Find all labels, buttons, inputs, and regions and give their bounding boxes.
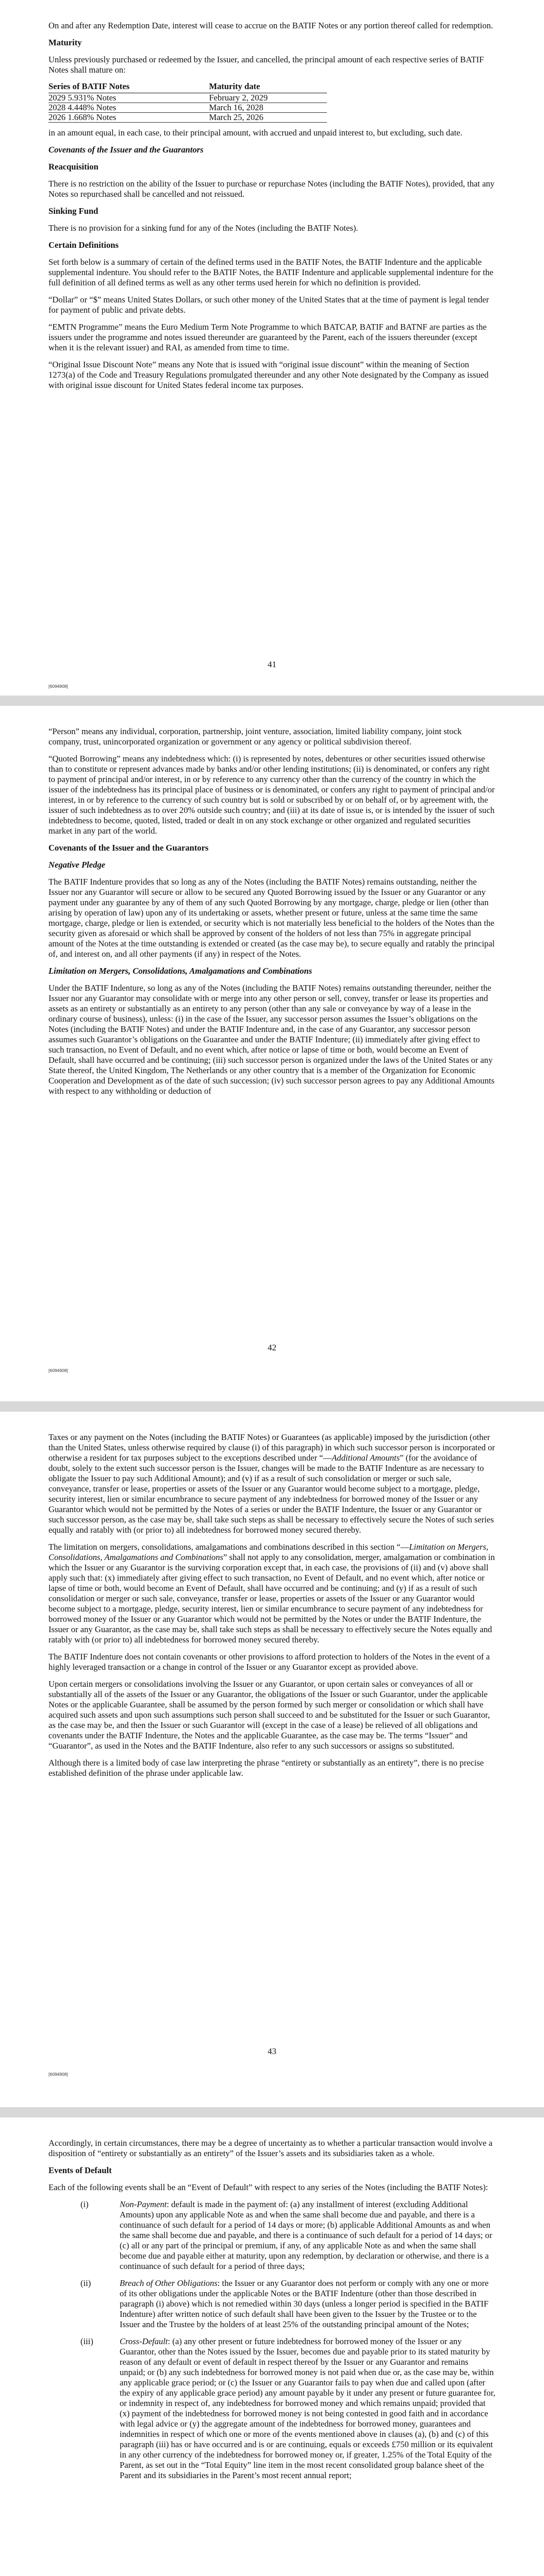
- definition-person: “Person” means any individual, corporation, partnership, joint venture, association, limited liability company, joint stock company, trust, unincorporated organization or government or any agency or political subdivision thereof.: [48, 726, 462, 747]
- table-cell: 2029 5.931% Notes: [48, 93, 209, 103]
- paragraph: There is no provision for a sinking fund for any of the Notes (including the BATIF Notes).: [48, 223, 358, 233]
- item-text: : default is made in the payment of: (a) any installment of interest (excluding Additional Amounts) upon any applicable Note as and when the same shall become due and payable, and there is a continuance of such default for a period of 14 days or more; (b) applicable Additional Amounts as and when the same shall become due and payable, and there is a continuance of such default for a period of 14 days; or (c) all or any part of the principal or premium, if any, of any applicable Note as and when the same shall become due and payable either at maturity, upon any redemption, by declaration or otherwise, and there is a continuance of such default for a period of three days;: [120, 2199, 492, 2271]
- paragraph: Accordingly, in certain circumstances, there may be a degree of uncertainty as to whether a particular transaction would involve a disposition of “entirety or substantially as an entirety” of the Issuer’s assets and its subsidiaries taken as a whole.: [48, 2138, 492, 2158]
- text-run: ” shall not apply to any consolidation, merger, amalgamation or combination in which the Issuer or any Guarantor is the surviving corporation except that, in each case, the provisions of (ii) and (v) above shall apply such that: (x) immediately after giving effect to such transaction, no Event of Default, and no event which, after notice or lapse of time or both, would become an Event of Default, shall have occurred and be continuing; and (y) if as a result of such consolidation or merger or such sale, conveyance, transfer or lease, properties or assets of the Issuer or any Guarantor would become subject to a mortgage, pledge, security interest, lien or similar encumbrance to secure payment of any indebtedness for borrowed money of the Issuer or any Guarantor which would not be permitted by the Notes or under the BATIF Indenture, the Issuer or any Guarantor, as the case may be, shall take such steps as shall be necessary to effectively secure the Notes equally and ratably with (or prior to) all indebtedness for borrowed money secured thereby.: [48, 1552, 495, 1645]
- item-number: (iii): [80, 2336, 93, 2346]
- paragraph: On and after any Redemption Date, interest will cease to accrue on the BATIF Notes or any portion thereof called for redemption.: [48, 21, 493, 30]
- table-row: [48, 103, 327, 113]
- table-cell: March 25, 2026: [209, 113, 327, 123]
- table-header-row: [48, 82, 327, 93]
- item-title: Breach of Other Obligations: [120, 2278, 218, 2288]
- text-run-italic: Limitation on Mergers, Consolidations, Amalgamations and Combinations: [48, 1542, 489, 1562]
- paragraph: The BATIF Indenture does not contain covenants or other provisions to afford protection to holders of the Notes in the event of a highly leveraged transaction or a change in control of the Issuer or any Guarantor except as provided above.: [48, 1652, 490, 1672]
- maturity-table: [48, 82, 327, 123]
- document-code: [6094908]: [48, 1368, 68, 1373]
- page-number: 42: [268, 1343, 276, 1352]
- item-number: (i): [80, 2199, 89, 2209]
- table-row: [48, 113, 327, 123]
- section-heading-negative-pledge: Negative Pledge: [48, 860, 106, 870]
- definition-emtn-programme: “EMTN Programme” means the Euro Medium Term Note Programme to which BATCAP, BATIF and BATNF are parties as the issuers under the programme and notes issued thereunder are guaranteed by the Parent, each of the issuers thereunder (except when it is the relevant issuer) and RAI, as amended from time to time.: [48, 322, 487, 352]
- section-heading-covenants: Covenants of the Issuer and the Guarantors: [48, 145, 204, 155]
- item-title: Cross-Default: [120, 2336, 168, 2346]
- paragraph: [48, 1542, 496, 1645]
- section-heading-definitions: Certain Definitions: [48, 240, 119, 250]
- definition-quoted-borrowing: “Quoted Borrowing” means any indebtedness which: (i) is represented by notes, debentures or other securities issued otherwise than to constitute or represent advances made by banks and/or other lending institutions; (ii) is denominated, or confers any right to payment of principal and/or interest, in or by reference to any currency other than the currency of the country in which the issuer of the indebtedness has its principal place of business or is denominated, or confers any right to payment of principal and/or interest, in or by reference to the currency of such country but is sold or subscribed by or on behalf of, or by agreement with, the issuer of such indebtedness as to over 20% outside such country; and (iii) at its date of issue is, or is intended by the issuer of such indebtedness to become, quoted, listed, traded or dealt in on any stock exchange or other organized and regulated securities market in any part of the world.: [48, 754, 495, 836]
- section-heading-sinking-fund: Sinking Fund: [48, 206, 98, 216]
- item-body: [118, 2278, 496, 2330]
- document-page-43: [0, 1412, 544, 2107]
- document-code: [6094908]: [48, 2072, 68, 2077]
- table-cell: 2028 4.448% Notes: [48, 103, 209, 113]
- definition-dollar: “Dollar” or “$” means United States Dollars, or such other money of the United States that at the time of payment is legal tender for payment of public and private debts.: [48, 295, 489, 315]
- item-number: (ii): [80, 2278, 91, 2288]
- table-cell: 2026 1.668% Notes: [48, 113, 209, 123]
- document-code: [6094908]: [48, 684, 68, 689]
- text-run-italic: Additional Amounts: [332, 1453, 400, 1463]
- section-heading-maturity: Maturity: [48, 38, 82, 47]
- item-text: : the Issuer or any Guarantor does not perform or comply with any one or more of its other obligations under the applicable Notes or the BATIF Indenture (other than those described in paragraph (i) above) which is not remedied within 30 days (unless a longer period is specified in the BATIF Indenture) after written notice of such default shall have been given to the Issuer by the Trustee or to the Issuer and the Trustee by the holders of at least 25% of the outstanding principal amount of the Notes;: [120, 2278, 489, 2329]
- paragraph: in an amount equal, in each case, to their principal amount, with accrued and unpaid interest to, but excluding, such date.: [48, 128, 463, 138]
- text-run: Taxes or any payment on the Notes (including the BATIF Notes) or Guarantees (as applicable) imposed by the jurisdiction (other than the United States, unless otherwise required by clause (i) of this paragraph) in which such successor person is incorporated or otherwise a resident for tax purposes subject to the exceptions described under “—: [48, 1432, 495, 1463]
- document-page-41: [0, 0, 544, 696]
- document-page-44: [0, 2117, 544, 2576]
- text-run: ” (for the avoidance of doubt, solely to the extent such successor person is the Issuer, changes will be made to the BATIF Indenture as are necessary to obligate the Issuer to pay such Additional Amount); and (v) if as a result of such consolidation or merger or such sale, conveyance, transfer or lease, properties or assets of the Issuer or any Guarantor would become subject to a mortgage, pledge, security interest, lien or similar encumbrance to secure payment of any indebtedness for borrowed money of the Issuer or any Guarantor which would not be permitted by the Notes of a series or under the BATIF Indenture, the Issuer or any Guarantor or such successor person, as the case may be, shall take such steps as shall be necessary to effectively secure the Notes of such series equally and ratably with (or prior to) all indebtedness for borrowed money secured thereby.: [48, 1453, 494, 1535]
- page-number: 43: [268, 2046, 276, 2056]
- definition-original-issue-discount-note: “Original Issue Discount Note” means any Note that is issued with “original issue discount” within the meaning of Section 1273(a) of the Code and Treasury Regulations promulgated thereunder and any other Note designated by the Company as issued with original issue discount for United States federal income tax purposes.: [48, 360, 489, 390]
- event-of-default-item: [48, 2336, 496, 2481]
- table-cell: February 2, 2029: [209, 93, 327, 103]
- section-heading-reacquisition: Reacquisition: [48, 162, 98, 172]
- paragraph: The BATIF Indenture provides that so long as any of the Notes (including the BATIF Notes) remains outstanding, neither the Issuer nor any Guarantor will secure or allow to be secured any Quoted Borrowing issued by the Issuer or any Guarantor or any payment under any guarantee by any of them of any such Quoted Borrowing by any mortgage, charge, pledge or lien (other than arising by operation of law) upon any of its undertaking or assets, whether present or future, unless at the same time the same mortgage, charge, pledge or lien is extended, or security which is not materially less beneficial to the holders of the Notes than the security given as aforesaid or which shall be approved by consent of the holders of not less than 75% in aggregate principal amount of the Notes at the time outstanding is extended or created (as the case may be), to secure equally and ratably the principal of, and interest on, and all other payments (if any) in respect of the Notes.: [48, 877, 495, 959]
- table-header-cell: Series of BATIF Notes: [48, 82, 209, 93]
- section-heading-events-of-default: Events of Default: [48, 2165, 112, 2175]
- item-title: Non-Payment: [120, 2199, 167, 2209]
- item-body: [118, 2336, 496, 2481]
- paragraph: Set forth below is a summary of certain of the defined terms used in the BATIF Notes, the BATIF Indenture and the applicable supplemental indenture. You should refer to the BATIF Notes, the BATIF Indenture and applicable supplemental indenture for the full definition of all defined terms as well as any other terms used herein for which no definition is provided.: [48, 257, 493, 287]
- table-row: [48, 93, 327, 103]
- paragraph: Although there is a limited body of case law interpreting the phrase “entirety or substantially as an entirety”, there is no precise established definition of the phrase under applicable law.: [48, 1758, 484, 1778]
- document-page-42: [0, 706, 544, 1401]
- item-body: [118, 2199, 496, 2272]
- event-of-default-item: [48, 2199, 496, 2272]
- paragraph: Under the BATIF Indenture, so long as any of the Notes (including the BATIF Notes) remains outstanding thereunder, neither the Issuer nor any Guarantor may consolidate with or merge into any other person or sell, convey, transfer or lease its properties and assets as an entirety or substantially as an entirety to any person (other than any sale or conveyance by way of a lease in the ordinary course of business), unless: (i) in the case of the Issuer, any successor person assumes the Issuer’s obligations on the Notes (including the BATIF Notes) and under the BATIF Indenture and, in the case of any Guarantor, any successor person assumes such Guarantor’s obligations on the Guarantee and under the BATIF Indenture; (ii) immediately after giving effect to such transaction, no Event of Default, and no event which, after notice or lapse of time or both, would become an Event of Default, shall have occurred and be continuing; (iii) such successor person is organized under the laws of the United States or any State thereof, the United Kingdom, The Netherlands or any other country that is a member of the Organization for Economic Cooperation and Development as of the date of such succession; (iv) such successor person agrees to pay any Additional Amounts with respect to any withholding or deduction of: [48, 983, 494, 1096]
- paragraph: Unless previously purchased or redeemed by the Issuer, and cancelled, the principal amount of each respective series of BATIF Notes shall mature on:: [48, 55, 484, 75]
- paragraph: [48, 1432, 496, 1535]
- table-header-cell: Maturity date: [209, 82, 327, 93]
- paragraph: Each of the following events shall be an “Event of Default” with respect to any series of the Notes (including the BATIF Notes):: [48, 2182, 488, 2192]
- item-text: : (a) any other present or future indebtedness for borrowed money of the Issuer or any Guarantor, other than the Notes issued by the Issuer, becomes due and payable prior to its stated maturity by reason of any default or event of default in respect thereof by the Issuer or any Guarantor and remains unpaid; or (b) any such indebtedness for borrowed money is not paid when due or, as the case may be, within any applicable grace period; or (c) the Issuer or any Guarantor fails to pay when due and called upon (after the expiry of any applicable grace period) any amount payable by it under any present or future guarantee for, or indemnity in respect of, any indebtedness for borrowed money and which remains unpaid; provided that (x) payment of the indebtedness for borrowed money is not being contested in good faith and in accordance with legal advice or (y) the aggregate amount of the indebtedness for borrowed money, guarantees and indemnities in respect of which one or more of the events mentioned above in clauses (a), (b) and (c) of this paragraph (iii) has or have occurred and is or are continuing, equals or exceeds £750 million or its equivalent in any other currency of the indebtedness for borrowed money or, if greater, 1.25% of the Total Equity of the Parent, as set out in the “Total Equity” line item in the most recent consolidated group balance sheet of the Parent and its subsidiaries in the Parent’s most recent annual report;: [120, 2336, 496, 2480]
- section-heading-limitation-on-mergers: Limitation on Mergers, Consolidations, Amalgamations and Combinations: [48, 966, 312, 976]
- page-number: 41: [268, 659, 276, 669]
- table-cell: March 16, 2028: [209, 103, 327, 113]
- section-heading-covenants: Covenants of the Issuer and the Guarantors: [48, 843, 209, 853]
- event-of-default-item: [48, 2278, 496, 2330]
- paragraph: There is no restriction on the ability of the Issuer to purchase or repurchase Notes (including the BATIF Notes), provided, that any Notes so repurchased shall be cancelled and not reissued.: [48, 179, 494, 199]
- text-run: The limitation on mergers, consolidations, amalgamations and combinations described in this section “—: [48, 1542, 409, 1552]
- paragraph: Upon certain mergers or consolidations involving the Issuer or any Guarantor, or upon certain sales or conveyances of all or substantially all of the assets of the Issuer or any Guarantor, the obligations of the Issuer or such Guarantor, under the applicable Notes or the applicable Guarantee, shall be assumed by the person formed by such merger or consolidation or which shall have acquired such assets and upon such assumptions such person shall succeed to and be substituted for the Issuer or such Guarantor, as the case may be, and then the Issuer or such Guarantor will (except in the case of a lease) be relieved of all obligations and covenants under the BATIF Indenture, the Notes and the applicable Guarantee, as the case may be. The terms “Issuer” and “Guarantor”, as used in the Notes and the BATIF Indenture, also refer to any such successors or assigns so substituted.: [48, 1679, 490, 1751]
